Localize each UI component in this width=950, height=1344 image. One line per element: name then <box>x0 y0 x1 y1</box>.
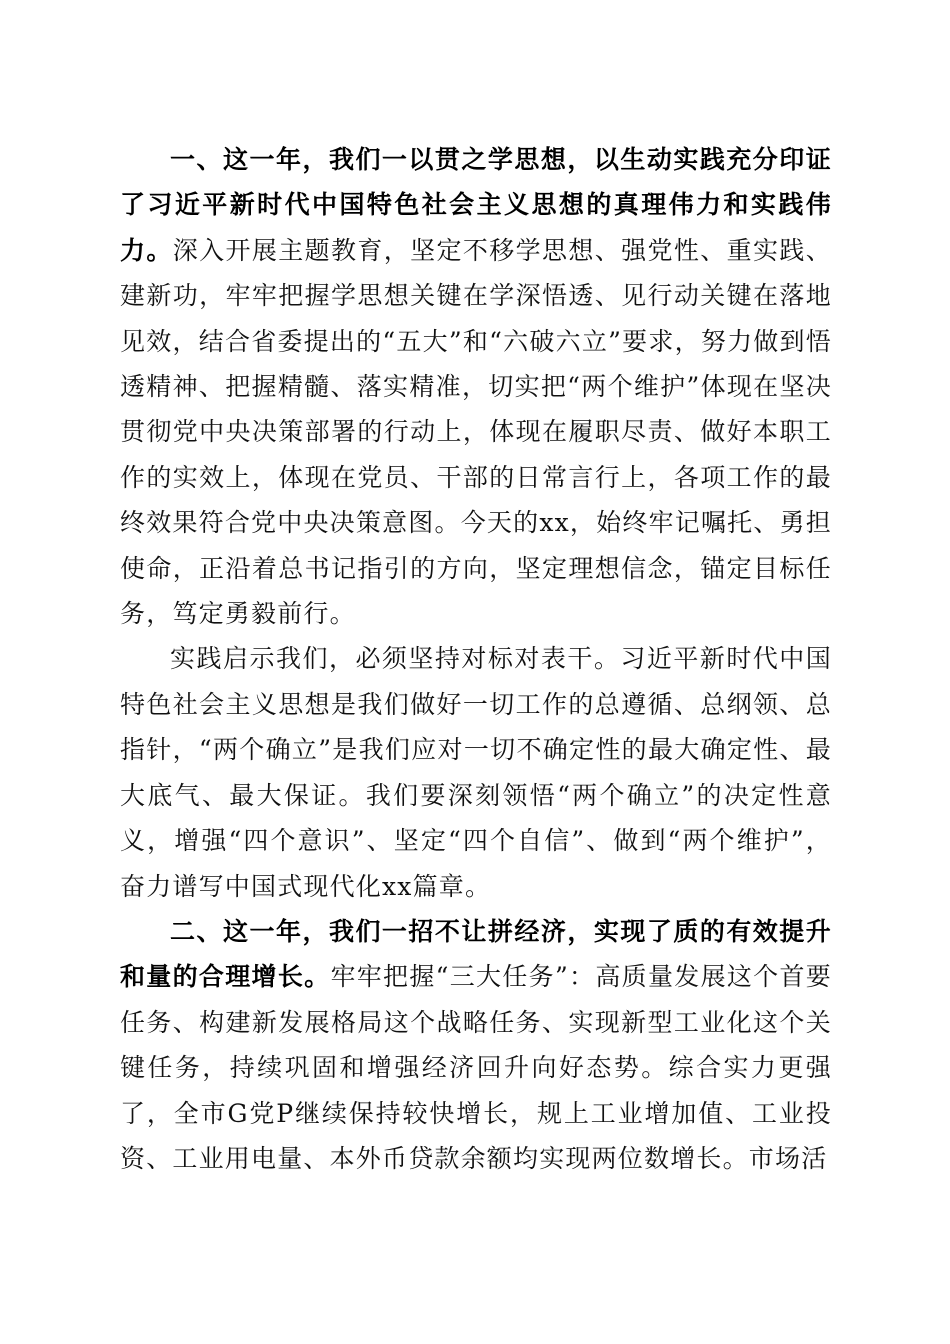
section-heading-1: 一、这一年，我们一以贯之学思想，以生动实践充分印证了习近平新时代中国特色社会主义思想的真理伟力和实践伟力。 <box>120 145 832 265</box>
paragraph-2 <box>120 636 832 908</box>
paragraph-2-text: 实践启示我们，必须坚持对标对表干。习近平新时代中国特色社会主义思想是我们做好一切工作的总遵循、总纲领、总指针，“两个确立”是我们应对一切不确定性的最大确定性、最大底气、最大保证。我们要深刻领悟“两个确立”的决定性意义，增强“四个意识”、坚定“四个自信”、做到“两个维护”，奋力谱写中国式现代化xx篇章。 <box>120 644 832 901</box>
paragraph-1-text: 深入开展主题教育，坚定不移学思想、强党性、重实践、建新功，牢牢把握学思想关键在学深悟透、见行动关键在落地见效，结合省委提出的“五大”和“六破六立”要求，努力做到悟透精神、把握精髓、落实精准，切实把“两个维护”体现在坚决贯彻党中央决策部署的行动上，体现在履职尽责、做好本职工作的实效上，体现在党员、干部的日常言行上，各项工作的最终效果符合党中央决策意图。今天的xx，始终牢记嘱托、勇担使命，正沿着总书记指引的方向，坚定理想信念，锚定目标任务，笃定勇毅前行。 <box>120 235 832 629</box>
paragraph-1 <box>120 137 832 636</box>
paragraph-3 <box>120 909 832 1181</box>
document-body <box>120 137 832 1181</box>
paragraph-3-text: 牢牢把握“三大任务”：高质量发展这个首要任务、构建新发展格局这个战略任务、实现新型工业化这个关键任务，持续巩固和增强经济回升向好态势。综合实力更强了，全市G党P继续保持较快增长，规上工业增加值、工业投资、工业用电量、本外币贷款余额均实现两位数增长。市场活 <box>120 962 832 1173</box>
section-heading-2: 二、这一年，我们一招不让拼经济，实现了质的有效提升和量的合理增长。 <box>120 916 832 992</box>
